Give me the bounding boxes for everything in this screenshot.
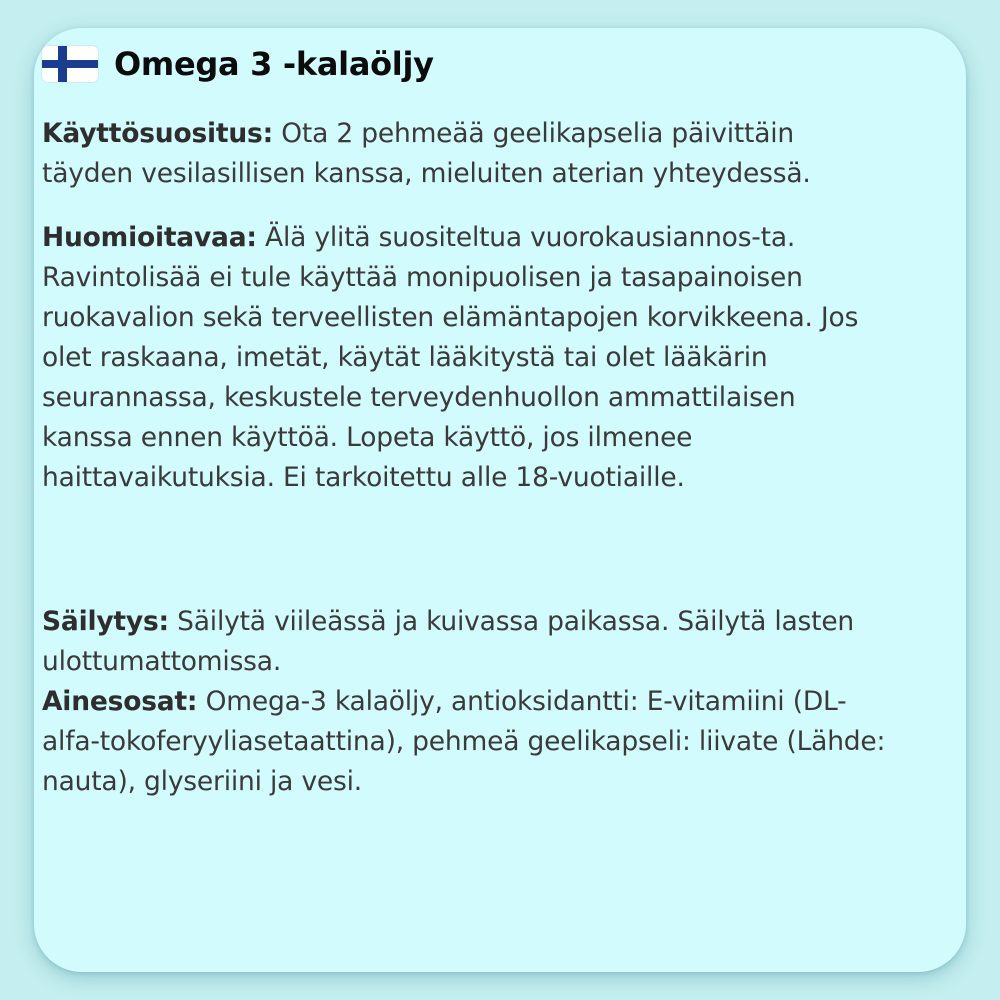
usage-text: Ota 2 pehmeää geelikapselia päivittäin täyden vesilasillisen kanssa, mieluiten aterian yhteydessä.: [42, 118, 811, 189]
finland-flag-icon: [42, 46, 98, 82]
ingredients-section: [42, 682, 892, 802]
ingredients-text: Omega-3 kalaöljy, antioksidantti: E-vitamiini (DL-alfa-tokoferyyliasetaattina), pehmeä geelikapseli: liivate (Lähde: nauta), glyseriini ja vesi.: [42, 686, 886, 797]
usage-section: [42, 114, 892, 218]
warnings-text: Älä ylitä suositeltua vuorokausiannos-ta. Ravintolisää ei tule käyttää monipuolisen ja tasapainoisen ruokavalion sekä terveellisten elämäntapojen korvikkeena. Jos olet raskaana, imetät, käytät lääkitystä tai olet lääkärin seurannassa, keskustele terveydenhuollon ammattilaisen kanssa ennen käyttöä. Lopeta käyttö, jos ilmenee haittavaikutuksia. Ei tarkoitettu alle 18-vuotiaille.: [42, 222, 859, 493]
warnings-section: [42, 218, 892, 602]
storage-section: [42, 602, 892, 682]
warnings-label: Huomioitavaa:: [42, 222, 257, 253]
card-header: [42, 44, 434, 84]
storage-label: Säilytys:: [42, 606, 169, 637]
usage-label: Käyttösuositus:: [42, 118, 274, 149]
storage-text: Säilytä viileässä ja kuivassa paikassa. Säilytä lasten ulottumattomissa.: [42, 606, 855, 677]
ingredients-label: Ainesosat:: [42, 686, 198, 717]
product-details: [42, 114, 892, 802]
page-title: Omega 3 -kalaöljy: [114, 45, 434, 83]
